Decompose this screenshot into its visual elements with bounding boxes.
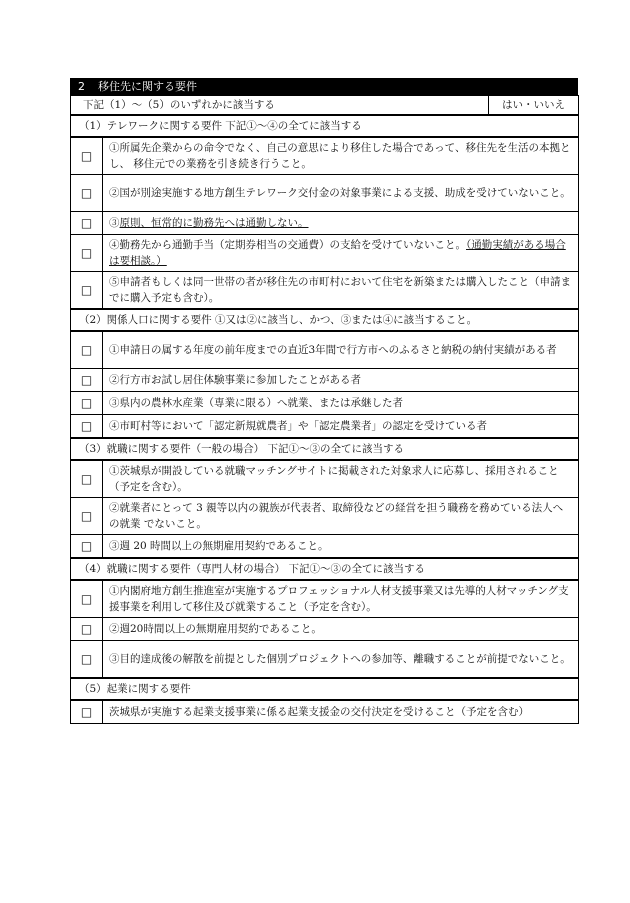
section-title: 移住先に関する要件	[98, 80, 197, 93]
table-row	[71, 415, 579, 439]
checkbox[interactable]: □	[71, 331, 103, 369]
group-header-telework	[71, 115, 579, 137]
group-title: （3）就職に関する要件（一般の場合） 下記①～③の全てに該当する	[71, 438, 579, 460]
checkbox[interactable]: □	[71, 641, 103, 679]
table-row	[71, 212, 579, 235]
item-text: ③週 20 時間以上の無期雇用契約であること。	[103, 535, 579, 559]
table-row	[71, 535, 579, 559]
item-text: ①内閣府地方創生推進室が実施するプロフェッショナル人材支援事業又は先導的人材マッチング支援事業を利用して移住及び就業すること（予定を含む）。	[103, 580, 579, 618]
table-row	[71, 392, 579, 415]
checkbox[interactable]: □	[71, 235, 103, 272]
item-text-prefix: ③	[109, 217, 120, 229]
item-text: ③目的達成後の解散を前提とした個別プロジェクトへの参加等、離職することが前提でないこと。	[103, 641, 579, 679]
table-row	[71, 235, 579, 272]
item-text	[103, 235, 579, 272]
group-title: （2）関係人口に関する要件 ①又は②に該当し、かつ、③または④に該当すること。	[71, 309, 579, 331]
table-row	[71, 137, 579, 175]
group-header-employment-general	[71, 438, 579, 460]
section-header	[70, 78, 578, 95]
table-row	[71, 460, 579, 498]
item-text: ④市町村等において「認定新規就農者」や「認定農業者」の認定を受けている者	[103, 415, 579, 439]
item-text-main: ④勤務先から通勤手当（定期券相当の交通費）の支給を受けていないこと。	[109, 239, 466, 251]
table-row	[71, 641, 579, 679]
checkbox[interactable]: □	[71, 700, 103, 724]
item-text: ⑤申請者もしくは同一世帯の者が移住先の市町村において住宅を新築または購入したこと（申請までに購入予定も含む）。	[103, 272, 579, 310]
group-title: （1）テレワークに関する要件 下記①～④の全てに該当する	[71, 115, 579, 137]
table-row	[71, 369, 579, 392]
requirements-document	[70, 78, 578, 724]
item-text: ②週20時間以上の無期雇用契約であること。	[103, 618, 579, 641]
checkbox[interactable]: □	[71, 580, 103, 618]
yes-no-column[interactable]: はい・いいえ	[489, 96, 579, 116]
checkbox[interactable]: □	[71, 212, 103, 235]
checkbox[interactable]: □	[71, 498, 103, 535]
item-text-underlined: （通勤実績がある場合は要相談。）	[109, 239, 566, 267]
group-header-employment-specialist	[71, 558, 579, 580]
instruction-text: 下記（1）～（5）のいずれかに該当する	[71, 96, 489, 116]
checkbox[interactable]: □	[71, 415, 103, 439]
item-text: ②国が別途実施する地方創生テレワーク交付金の対象事業による支援、助成を受けていないこと。	[103, 175, 579, 212]
item-text: 茨城県が実施する起業支援事業に係る起業支援金の交付決定を受けること（予定を含む）	[103, 700, 579, 724]
item-text: ②就業者にとって 3 親等以内の親族が代表者、取締役などの経営を担う職務を務めている法人への就業 でないこと。	[103, 498, 579, 535]
requirements-table	[70, 95, 579, 724]
group-header-startup	[71, 678, 579, 700]
table-row	[71, 580, 579, 618]
checkbox[interactable]: □	[71, 175, 103, 212]
group-title: （4）就職に関する要件（専門人材の場合） 下記①～③の全てに該当する	[71, 558, 579, 580]
group-title: （5）起業に関する要件	[71, 678, 579, 700]
instruction-row	[71, 96, 579, 116]
group-header-relationship	[71, 309, 579, 331]
item-text: ①所属先企業からの命令でなく、自己の意思により移住した場合であって、移住先を生活の本拠とし、 移住元での業務を引き続き行うこと。	[103, 137, 579, 175]
item-text: ①申請日の属する年度の前年度までの直近3年間で行方市へのふるさと納税の納付実績がある者	[103, 331, 579, 369]
checkbox[interactable]: □	[71, 272, 103, 310]
section-number: 2	[78, 80, 85, 93]
item-text: ②行方市お試し居住体験事業に参加したことがある者	[103, 369, 579, 392]
table-row	[71, 700, 579, 724]
checkbox[interactable]: □	[71, 618, 103, 641]
checkbox[interactable]: □	[71, 137, 103, 175]
checkbox[interactable]: □	[71, 460, 103, 498]
table-row	[71, 175, 579, 212]
item-text: ③県内の農林水産業（専業に限る）へ就業、または承継した者	[103, 392, 579, 415]
table-row	[71, 498, 579, 535]
item-text: ①茨城県が開設している就職マッチングサイトに掲載された対象求人に応募し、採用されること（予定を含む）。	[103, 460, 579, 498]
checkbox[interactable]: □	[71, 535, 103, 559]
table-row	[71, 272, 579, 310]
table-row	[71, 618, 579, 641]
item-text-underlined: 原則、恒常的に勤務先へは通勤しない。	[119, 217, 309, 229]
checkbox[interactable]: □	[71, 369, 103, 392]
table-row	[71, 331, 579, 369]
item-text	[103, 212, 579, 235]
checkbox[interactable]: □	[71, 392, 103, 415]
